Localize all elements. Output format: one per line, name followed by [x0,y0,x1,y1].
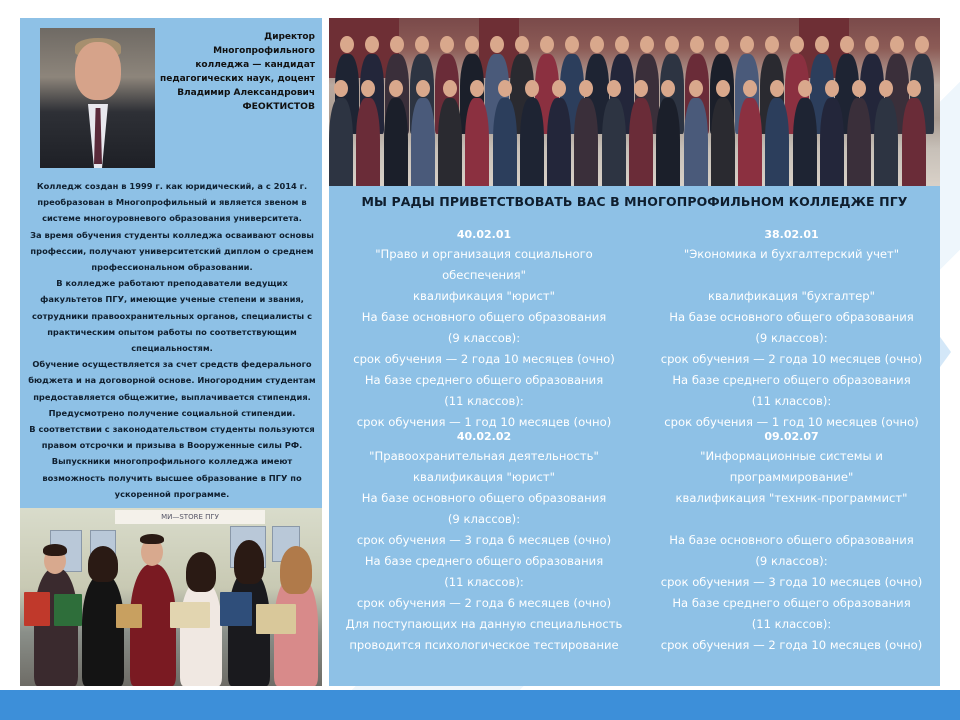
specialty-block [339,226,629,433]
bio-line: преобразован в Многопрофильный и является звеном в [37,197,307,208]
specialty-line: обеспечения" [442,268,526,282]
book [116,604,142,628]
bio-line: возможность получить высшее образование в ПГУ по [42,472,302,483]
bio-line: Выпускники многопрофильного колледжа имеют [51,456,293,467]
bio-line: сотрудники правоохранительных органов, специалисты с [31,310,312,321]
graduate-head [689,80,703,97]
caption-line: Директор Многопрофильного [213,32,315,56]
bio-line: предоставляется общежитие, выплачивается стипендия. [33,391,311,402]
bio-line: Колледж создан в 1999 г. как юридический, а с 2014 г. [36,181,308,191]
specialty-line: На базе среднего общего образования [672,596,911,610]
specialty-line: (11 классов): [444,394,524,408]
specialty-line: срок обучения — 2 года 10 месяцев (очно) [660,352,923,366]
student-hair [88,546,118,582]
specialty-line: На базе основного общего образования [669,310,914,324]
graduate-head [607,80,621,97]
graduate-head [365,36,379,53]
specialty-block [339,428,629,656]
graduate-head [465,36,479,53]
bottom-accent-bar [0,690,960,720]
book [54,594,82,626]
info-panel [329,186,940,686]
graduate [711,98,735,186]
bio-line: факультетов ПГУ, имеющие ученые степени и звания, [40,294,304,305]
graduate-head [716,80,730,97]
bio-line: бюджета и на договорной основе. Иногородним студентам [28,375,316,386]
graduate-head [790,36,804,53]
graduate-head [416,80,430,97]
specialty-line: "Экономика и бухгалтерский учет" [683,247,900,261]
graduate-head [665,36,679,53]
bio-line: системе многоуровневого образования университета. [42,213,302,224]
graduate [793,98,817,186]
graduate [520,98,544,186]
specialty-line: срок обучения — 2 года 6 месяцев (очно) [356,596,612,610]
student [180,580,222,686]
director-panel [20,18,322,508]
specialty-line: срок обучения — 1 год 10 месяцев (очно) [664,415,919,429]
student-hair [280,546,312,594]
graduate [438,98,462,186]
graduate-head [415,36,429,53]
graduate [902,98,926,186]
graduate-head [590,36,604,53]
graduate [574,98,598,186]
director-caption [160,30,315,114]
graduate [684,98,708,186]
graduate-head [690,36,704,53]
student-hair [43,544,67,556]
student [82,574,124,686]
graduate-head [498,80,512,97]
student-hair [140,534,164,544]
caption-line: Владимир Александрович [177,88,315,98]
book-stack [220,592,252,626]
specialty-line: "Право и организация социального [375,247,593,261]
specialty-line: (9 классов): [755,554,828,568]
specialty-line: (9 классов): [447,512,521,526]
graduate-head [490,36,504,53]
specialty-line: На базе основного общего образования [669,533,914,547]
graduate-head [640,36,654,53]
graduate [465,98,489,186]
specialty-code: 40.02.02 [456,430,512,443]
graduate [384,98,408,186]
graduate [656,98,680,186]
specialty-line: (9 классов): [447,331,521,345]
graduate-head [340,36,354,53]
graduate-head [740,36,754,53]
specialty-line: срок обучения — 2 года 10 месяцев (очно) [660,638,923,652]
specialty-line: (11 классов): [444,575,524,589]
specialty-line: квалификация "техник-программист" [675,491,908,505]
wall-banner: МИ—STORE ПГУ [115,510,265,524]
graduate [765,98,789,186]
graduate [602,98,626,186]
specialty-line: квалификация "юрист" [413,289,555,303]
graduate-head [440,36,454,53]
student-hair [234,540,264,584]
graduate [820,98,844,186]
specialty-line: проводится психологическое тестирование [349,638,619,652]
bio-line: правом отсрочки и призыва в Вооруженные силы РФ. [41,440,303,451]
graduate-head [815,36,829,53]
students-photo [20,508,322,686]
graduate-head [634,80,648,97]
bio-line: За время обучения студенты колледжа осваивают основы [30,229,314,240]
graduate [847,98,871,186]
bio-line: практическим опытом работы по соответствующим [47,326,297,337]
specialty-line: срок обучения — 3 года 10 месяцев (очно) [660,575,923,589]
specialty-line [649,509,934,530]
graduate-head [865,36,879,53]
specialty-line: Для поступающих на данную специальность [345,617,623,631]
book-stack [170,602,210,628]
graduate-head [389,80,403,97]
graduate [493,98,517,186]
graduate-head [825,80,839,97]
graduate [874,98,898,186]
graduate-head [798,80,812,97]
graduate [738,98,762,186]
specialty-line: На базе основного общего образования [361,491,607,505]
bio-line: В колледже работают преподаватели ведущих [56,278,288,289]
bio-line: Обучение осуществляется за счет средств федерального [32,359,312,370]
graduate-head [565,36,579,53]
specialty-line: (11 классов): [751,394,832,408]
graduate-head [715,36,729,53]
student [34,568,78,686]
graduate-head [915,36,929,53]
caption-line: педагогических наук, доцент [160,74,316,84]
book [24,592,50,626]
specialty-line: срок обучения — 3 года 6 месяцев (очно) [356,533,612,547]
book-stack [256,604,296,634]
graduate [547,98,571,186]
graduate-head [515,36,529,53]
graduate [411,98,435,186]
specialty-line: (11 классов): [751,617,832,631]
info-title: МЫ РАДЫ ПРИВЕТСТВОВАТЬ ВАС В МНОГОПРОФИЛЬНОМ КОЛЛЕДЖЕ ПГУ [361,194,908,209]
graduate-head [334,80,348,97]
specialty-line: квалификация "бухгалтер" [708,289,875,303]
graduate-head [390,36,404,53]
graduate-head [443,80,457,97]
specialty-line: срок обучения — 2 года 10 месяцев (очно) [353,352,615,366]
specialty-line: На базе среднего общего образования [364,554,604,568]
specialty-line [649,265,934,286]
caption-line: колледжа — кандидат [195,60,315,70]
specialty-code: 40.02.01 [456,228,512,241]
graduate-head [765,36,779,53]
specialty-line: На базе основного общего образования [361,310,607,324]
graduate [329,98,353,186]
bio-line: профессиональном образовании. [91,262,253,273]
graduate [629,98,653,186]
bio-line: В соответствии с законодательством студенты пользуются [29,424,315,435]
graduate-head [525,80,539,97]
bio-line: Предусмотрено получение социальной стипендии. [48,407,296,418]
bio-line: специальностям. [131,343,213,354]
graduate-head [907,80,921,97]
specialty-code: 09.02.07 [764,430,819,443]
specialty-block [649,428,934,656]
bio-line: ускоренной программе. [114,488,230,499]
specialty-line: "Информационные системы и [700,449,883,463]
graduate-head [540,36,554,53]
specialty-line: срок обучения — 1 год 10 месяцев (очно) [356,415,612,429]
specialty-block [649,226,934,433]
graduate-head [890,36,904,53]
college-bio [28,178,316,502]
bio-line: профессии, получают университетский диплом о среднем [30,245,314,256]
graduate [356,98,380,186]
specialty-code: 38.02.01 [764,228,819,241]
group-photo [329,18,940,186]
director-portrait [40,28,155,168]
graduate-head [743,80,757,97]
specialty-line: "Правоохранительная деятельность" [369,449,599,463]
specialty-line: (9 классов): [755,331,828,345]
director-name: ФЕОКТИСТОВ [242,101,315,112]
specialty-line: На базе среднего общего образования [672,373,911,387]
specialty-line: квалификация "юрист" [413,470,555,484]
graduate-head [840,36,854,53]
specialty-line: программирование" [729,470,854,484]
student-hair [186,552,216,592]
graduate-head [615,36,629,53]
specialty-line: На базе среднего общего образования [364,373,604,387]
